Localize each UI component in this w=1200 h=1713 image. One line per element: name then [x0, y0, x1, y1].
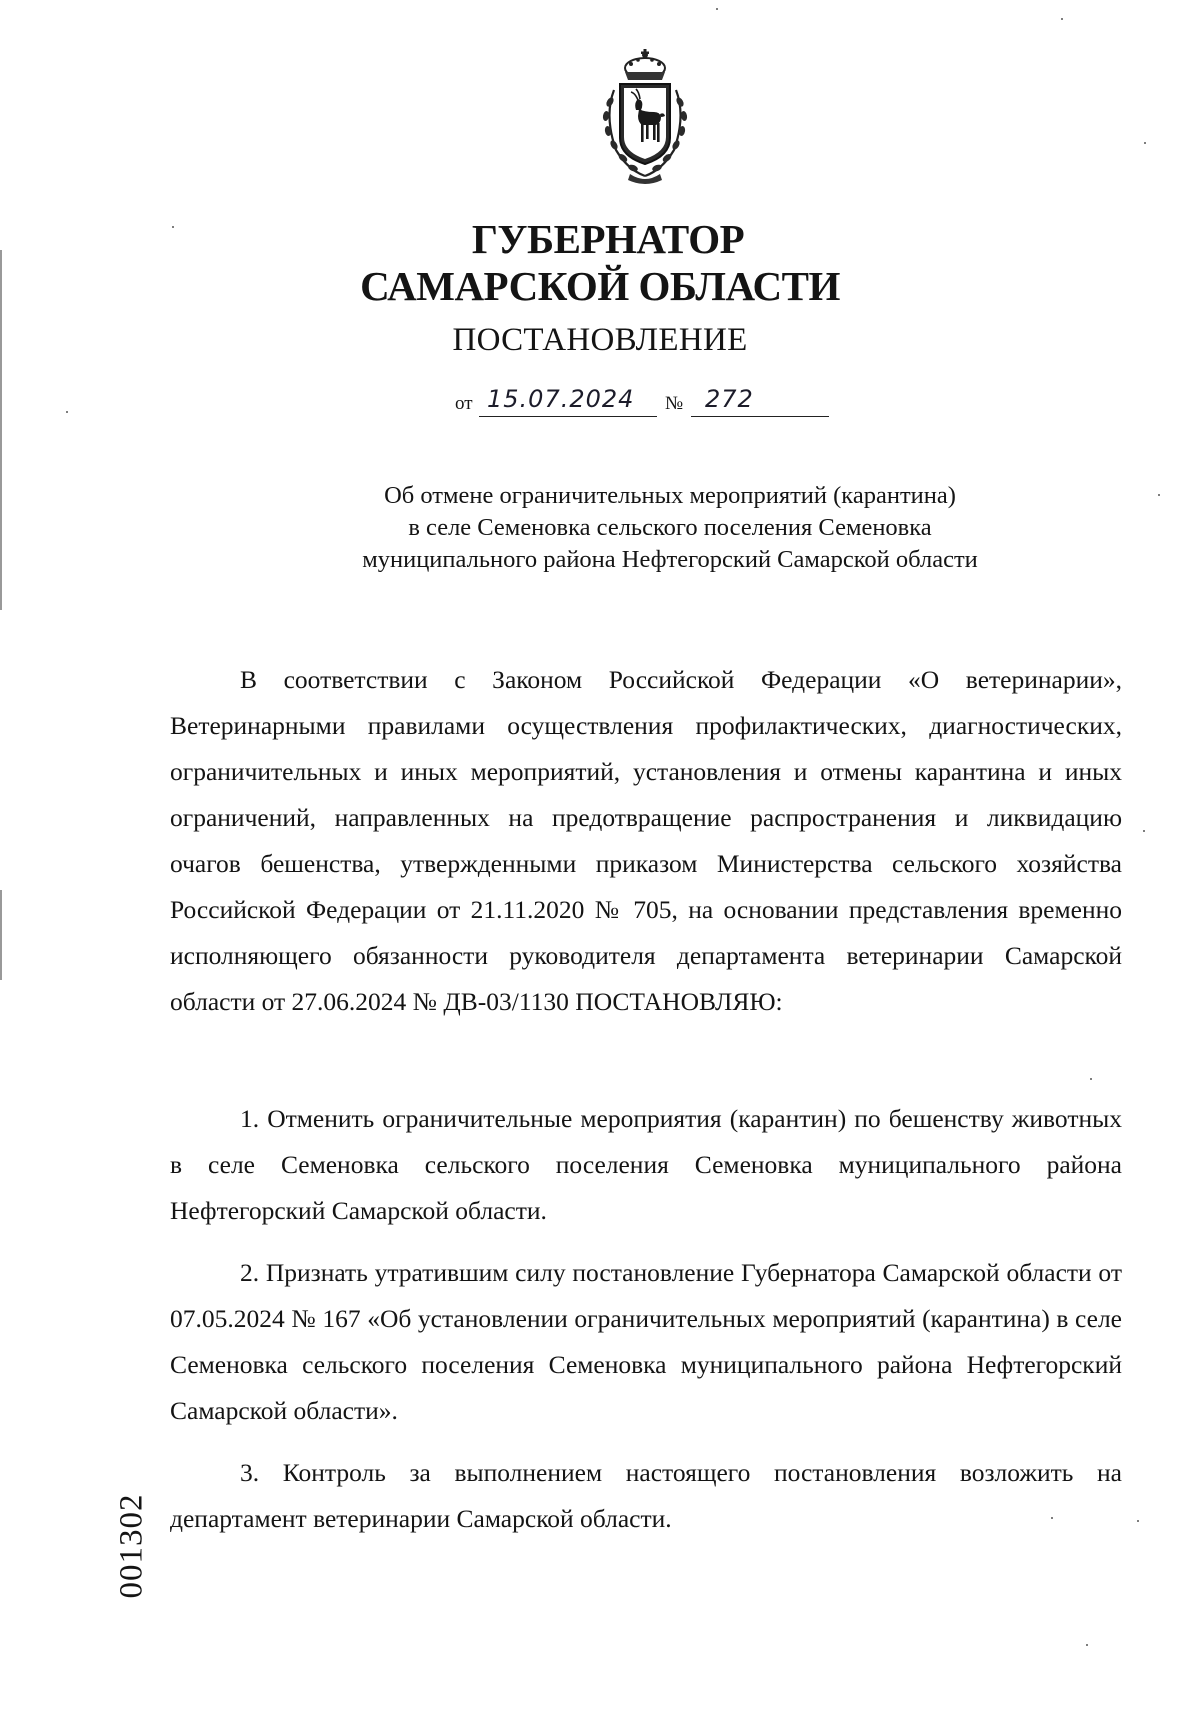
item-1-paragraph [170, 1096, 1122, 1234]
item-2-text: 2. Признать утратившим силу постановление Губернатора Самарской области от 07.05.2024 № 167 «Об установлении ограничительных мероприятий (карантина) в селе Семеновка сельского поселения Семеновка муниципального района Нефтегорский Самарской области». [170, 1258, 1122, 1425]
preamble-paragraph [170, 657, 1122, 1025]
number-underline [691, 416, 829, 417]
item-2-paragraph [170, 1250, 1122, 1434]
scan-speck [1061, 18, 1063, 20]
scan-edge [0, 890, 2, 980]
authority-title-line1: ГУБЕРНАТОР [471, 216, 745, 262]
item-1-text: 1. Отменить ограничительные мероприятия (карантин) по бешенству животных в селе Семеновка сельского поселения Семеновка муниципального района Нефтегорский Самарской области. [170, 1104, 1122, 1225]
item-3-text: 3. Контроль за выполнением настоящего постановления возложить на департамент ветеринарии Самарской области. [170, 1458, 1122, 1533]
document-type: ПОСТАНОВЛЕНИЕ [452, 322, 748, 358]
scan-speck [1143, 830, 1145, 832]
document-subject [300, 480, 1040, 576]
scan-speck [1051, 1517, 1053, 1519]
scan-speck [1086, 1644, 1088, 1646]
scan-speck [172, 226, 174, 228]
subject-line: в селе Семеновка сельского поселения Семеновка [408, 514, 932, 541]
preamble-text: В соответствии с Законом Российской Федерации «О ветеринарии», Ветеринарными правилами осуществления профилактических, диагностических, ограничительных и иных мероприятий, установления и отмены карантина и иных ограничений, направленных на предотвращение распространения и ликвидацию очагов бешенства, утвержденными приказом Министерства сельского хозяйства Российской Федерации от 21.11.2020 № 705, на основании представления временно исполняющего обязанности руководителя департамента ветеринарии Самарской области от 27.06.2024 № ДВ-03/1130 ПОСТАНОВЛЯЮ: [170, 665, 1122, 1016]
scan-speck [716, 8, 718, 10]
authority-title-line2: САМАРСКОЙ ОБЛАСТИ [360, 263, 840, 309]
document-date: 15.07.2024 [487, 385, 635, 413]
date-from-label: от [455, 393, 473, 414]
date-underline [479, 416, 657, 417]
scan-speck [1158, 494, 1160, 496]
scan-speck [1144, 142, 1146, 144]
subject-line: Об отмене ограничительных мероприятий (карантина) [384, 482, 956, 509]
item-3-paragraph [170, 1450, 1122, 1542]
scan-speck [1137, 1520, 1139, 1522]
scan-speck [66, 411, 68, 413]
margin-stamp-number: 001302 [113, 1493, 150, 1599]
scan-speck [1090, 1078, 1092, 1080]
subject-line: муниципального района Нефтегорский Самарской области [362, 546, 978, 573]
number-label: № [665, 393, 684, 414]
document-number: 272 [705, 385, 754, 413]
samara-oblast-coat-of-arms-icon [586, 46, 704, 186]
